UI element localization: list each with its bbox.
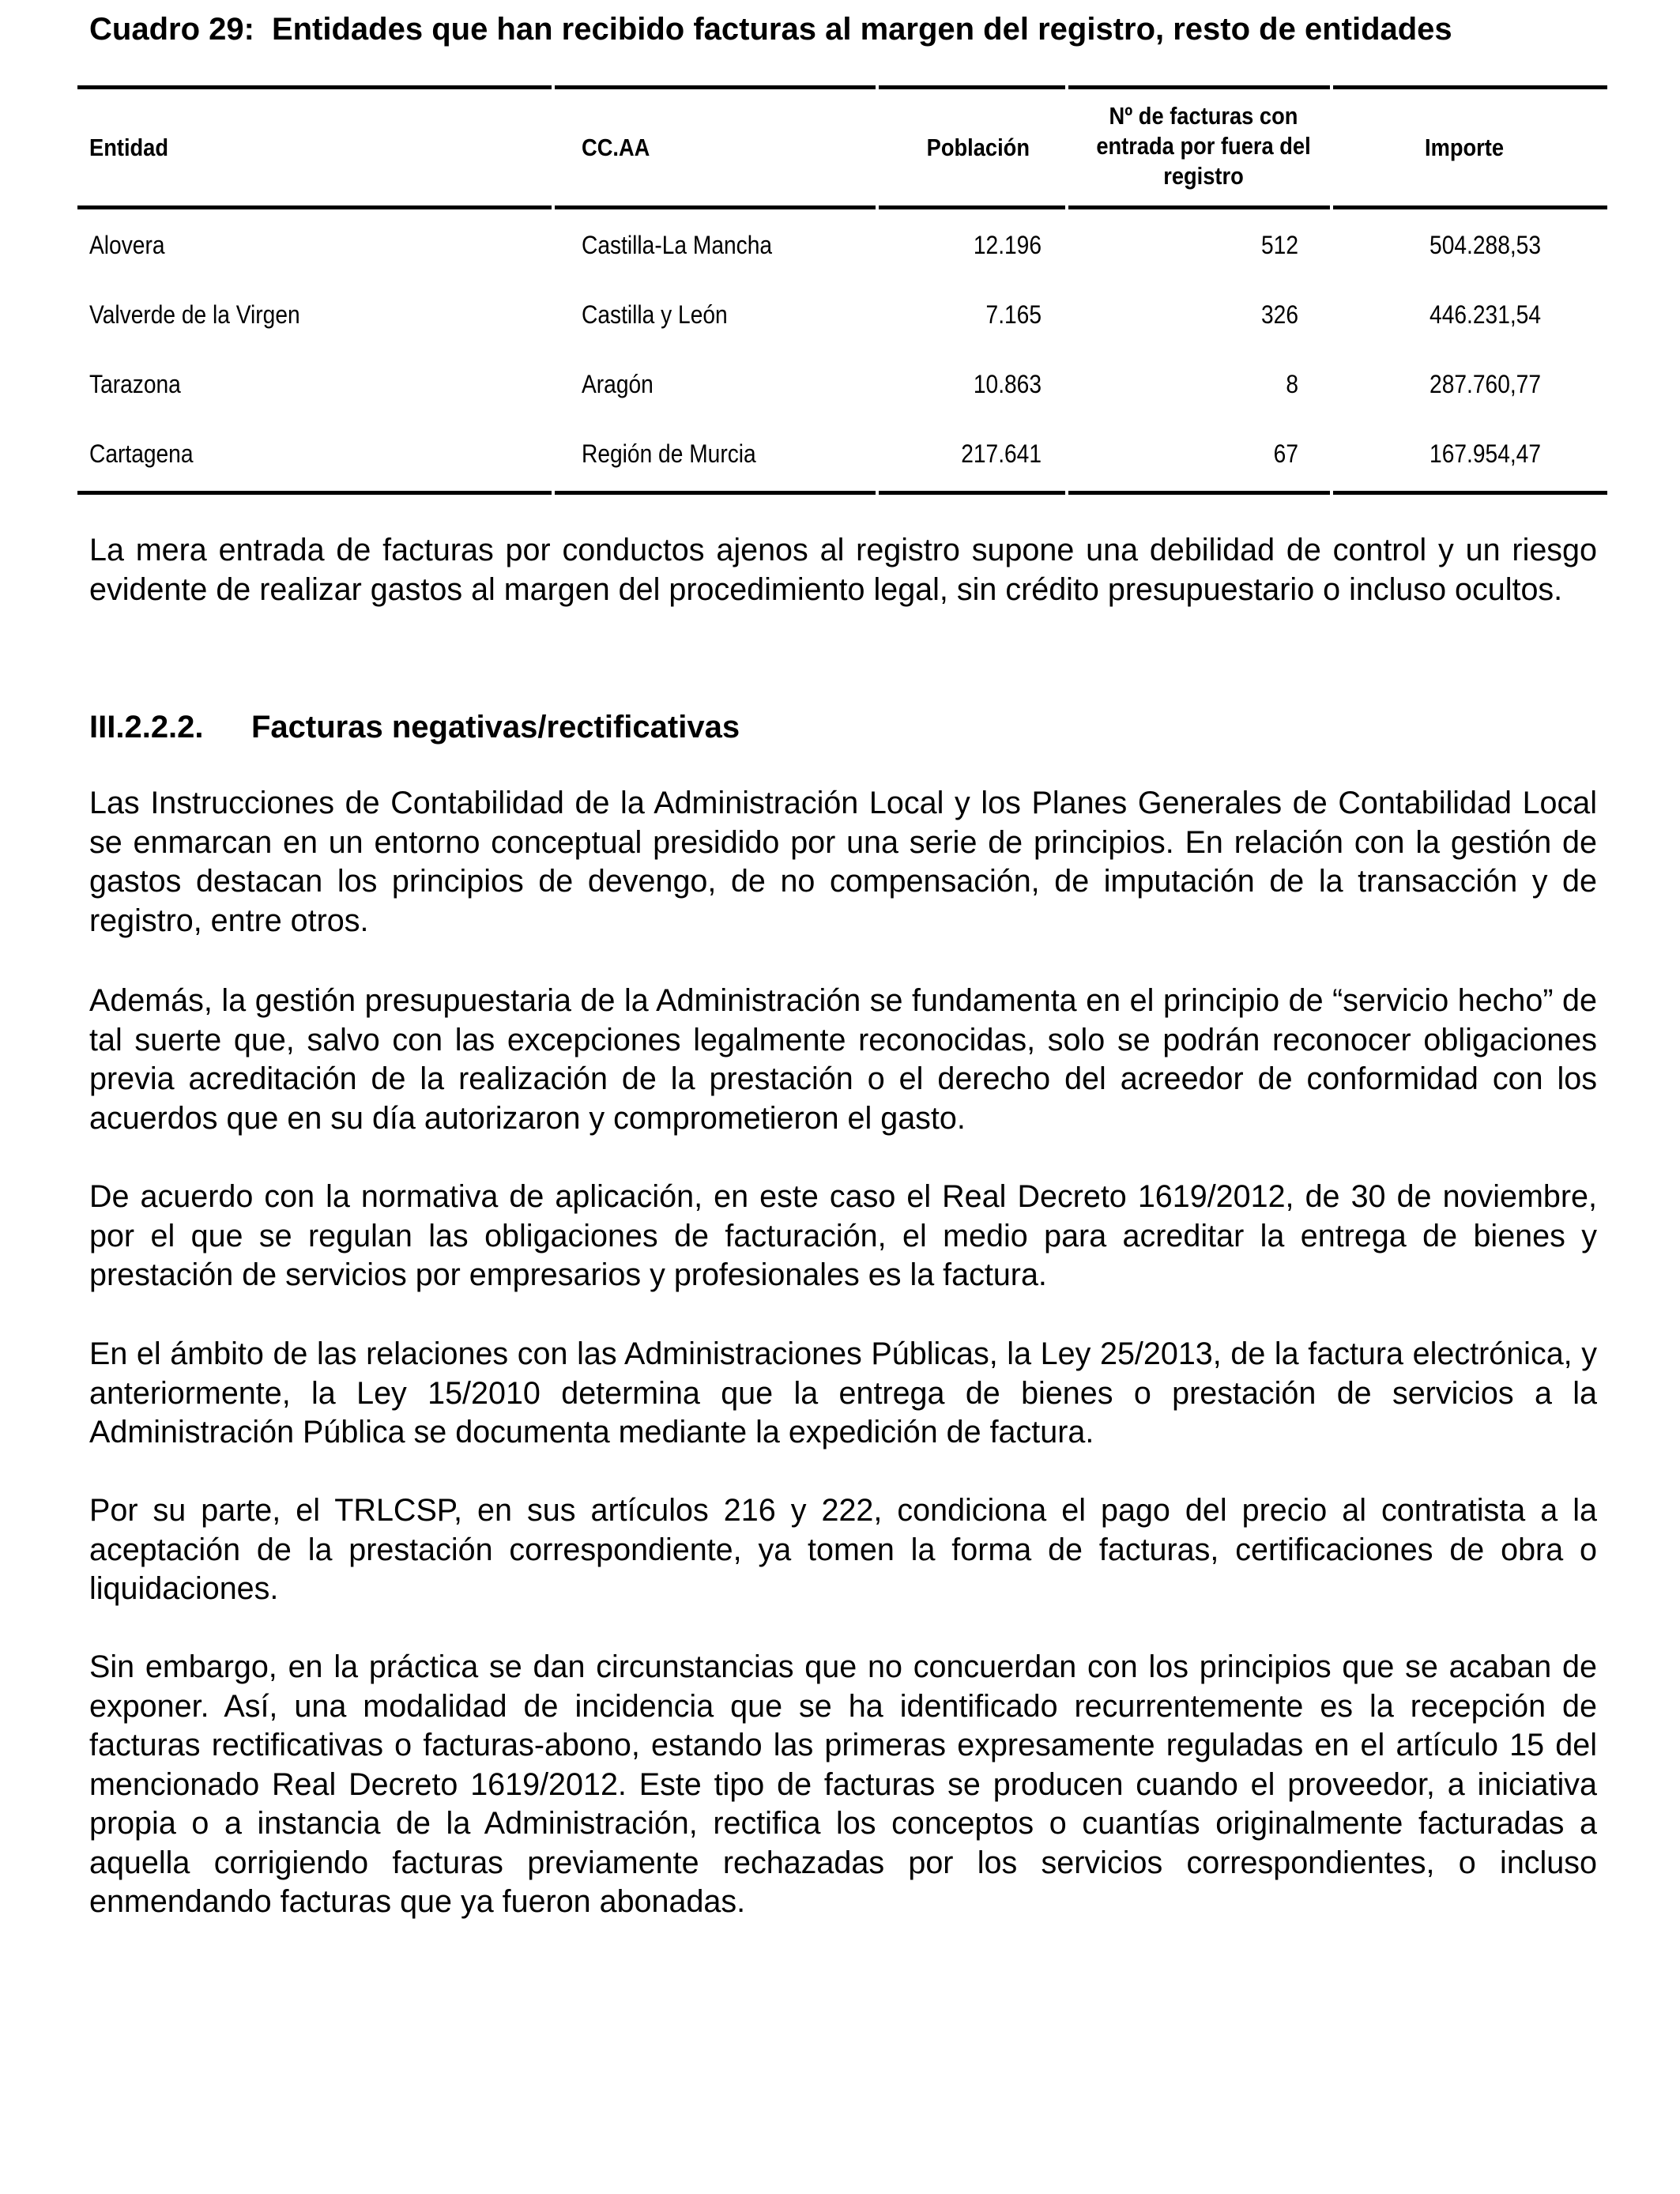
cell-poblacion: 10.863 (973, 370, 1042, 398)
cell-facturas: 67 (1273, 439, 1298, 468)
paragraph: Por su parte, el TRLCSP, en sus artículos 216 y 222, condiciona el pago del precio al contratista a la aceptación de la prestación correspondiente, ya tomen la forma de facturas, certificaciones de obra o liquidaciones. (89, 1493, 1597, 1606)
paragraph: De acuerdo con la normativa de aplicación, en este caso el Real Decreto 1619/2012, de 30 de noviembre, por el que se regulan las obligaciones de facturación, el medio para acreditar la entrega de bienes y prestación de servicios por empresarios y profesionales es la factura. (89, 1179, 1597, 1292)
cell-facturas: 512 (1261, 231, 1298, 259)
cell-entidad: Cartagena (89, 439, 194, 468)
cell-ccaa: Castilla-La Mancha (582, 231, 773, 259)
caption-title: Entidades que han recibido facturas al margen del registro, resto de entidades (271, 12, 1452, 47)
paragraph: Sin embargo, en la práctica se dan circunstancias que no concuerdan con los principios que se acaban de exponer. Así, una modalidad de incidencia que se ha identificado recurrentemente es la recepción de facturas rectificativas o facturas-abono, estando las primeras expresamente reguladas en el artículo 15 del mencionado Real Decreto 1619/2012. Este tipo de facturas se producen cuando el proveedor, a iniciativa propia o a instancia de la Administración, rectifica los conceptos o cuantías originalmente facturadas a aquella corrigiendo facturas previamente rechazadas por los servicios correspondientes, o incluso enmendando facturas que ya fueron abonadas. (89, 1649, 1597, 1919)
cell-facturas: 8 (1286, 370, 1298, 398)
header-poblacion: Población (926, 134, 1030, 161)
table-row (77, 280, 1607, 349)
caption-label: Cuadro 29: (89, 12, 254, 47)
paragraph: La mera entrada de facturas por conductos ajenos al registro supone una debilidad de control y un riesgo evidente de realizar gastos al margen del procedimiento legal, sin crédito presupuestario o incluso ocultos. (89, 533, 1597, 607)
cell-ccaa: Aragón (582, 370, 654, 398)
header-facturas: Nº de facturas con entrada por fuera del registro (1096, 102, 1311, 190)
header-importe: Importe (1425, 134, 1505, 161)
table-header-rule (77, 205, 1607, 209)
table-row (77, 419, 1607, 488)
table-row (77, 349, 1607, 419)
cell-facturas: 326 (1261, 300, 1298, 329)
paragraph: Las Instrucciones de Contabilidad de la Administración Local y los Planes Generales de Contabilidad Local se enmarcan en un entorno conceptual presidido por una serie de principios. En relación con la gestión de gastos destacan los principios de devengo, de no compensación, de imputación de la transacción y de registro, entre otros. (89, 786, 1597, 938)
cell-importe: 287.760,77 (1430, 370, 1541, 398)
table-bottom-rule (77, 491, 1607, 495)
cell-entidad: Alovera (89, 231, 165, 259)
header-entidad: Entidad (89, 134, 169, 161)
cell-entidad: Valverde de la Virgen (89, 300, 300, 329)
cell-poblacion: 217.641 (961, 439, 1042, 468)
paragraph: Además, la gestión presupuestaria de la Administración se fundamenta en el principio de “servicio hecho” de tal suerte que, salvo con las excepciones legalmente reconocidas, solo se podrán reconocer obligaciones previa acreditación de la realización de la prestación o el derecho del acreedor de conformidad con los acuerdos que en su día autorizaron y comprometieron el gasto. (89, 983, 1597, 1136)
cell-poblacion: 12.196 (973, 231, 1042, 259)
cell-importe: 167.954,47 (1430, 439, 1541, 468)
section-heading (89, 705, 740, 749)
cell-entidad: Tarazona (89, 370, 181, 398)
cell-importe: 504.288,53 (1430, 231, 1541, 259)
cell-ccaa: Castilla y León (582, 300, 728, 329)
table-top-rule (77, 85, 1607, 89)
table-row (77, 210, 1607, 280)
section-title: Facturas negativas/rectificativas (251, 710, 740, 745)
header-ccaa: CC.AA (582, 134, 650, 161)
table-caption (89, 5, 1452, 54)
cell-poblacion: 7.165 (985, 300, 1042, 329)
cell-ccaa: Región de Murcia (582, 439, 756, 468)
paragraph: En el ámbito de las relaciones con las Administraciones Públicas, la Ley 25/2013, de la factura electrónica, y anteriormente, la Ley 15/2010 determina que la entrega de bienes o prestación de servicios a la Administración Pública se documenta mediante la expedición de factura. (89, 1336, 1597, 1449)
section-number: III.2.2.2. (89, 710, 204, 745)
cell-importe: 446.231,54 (1430, 300, 1541, 329)
